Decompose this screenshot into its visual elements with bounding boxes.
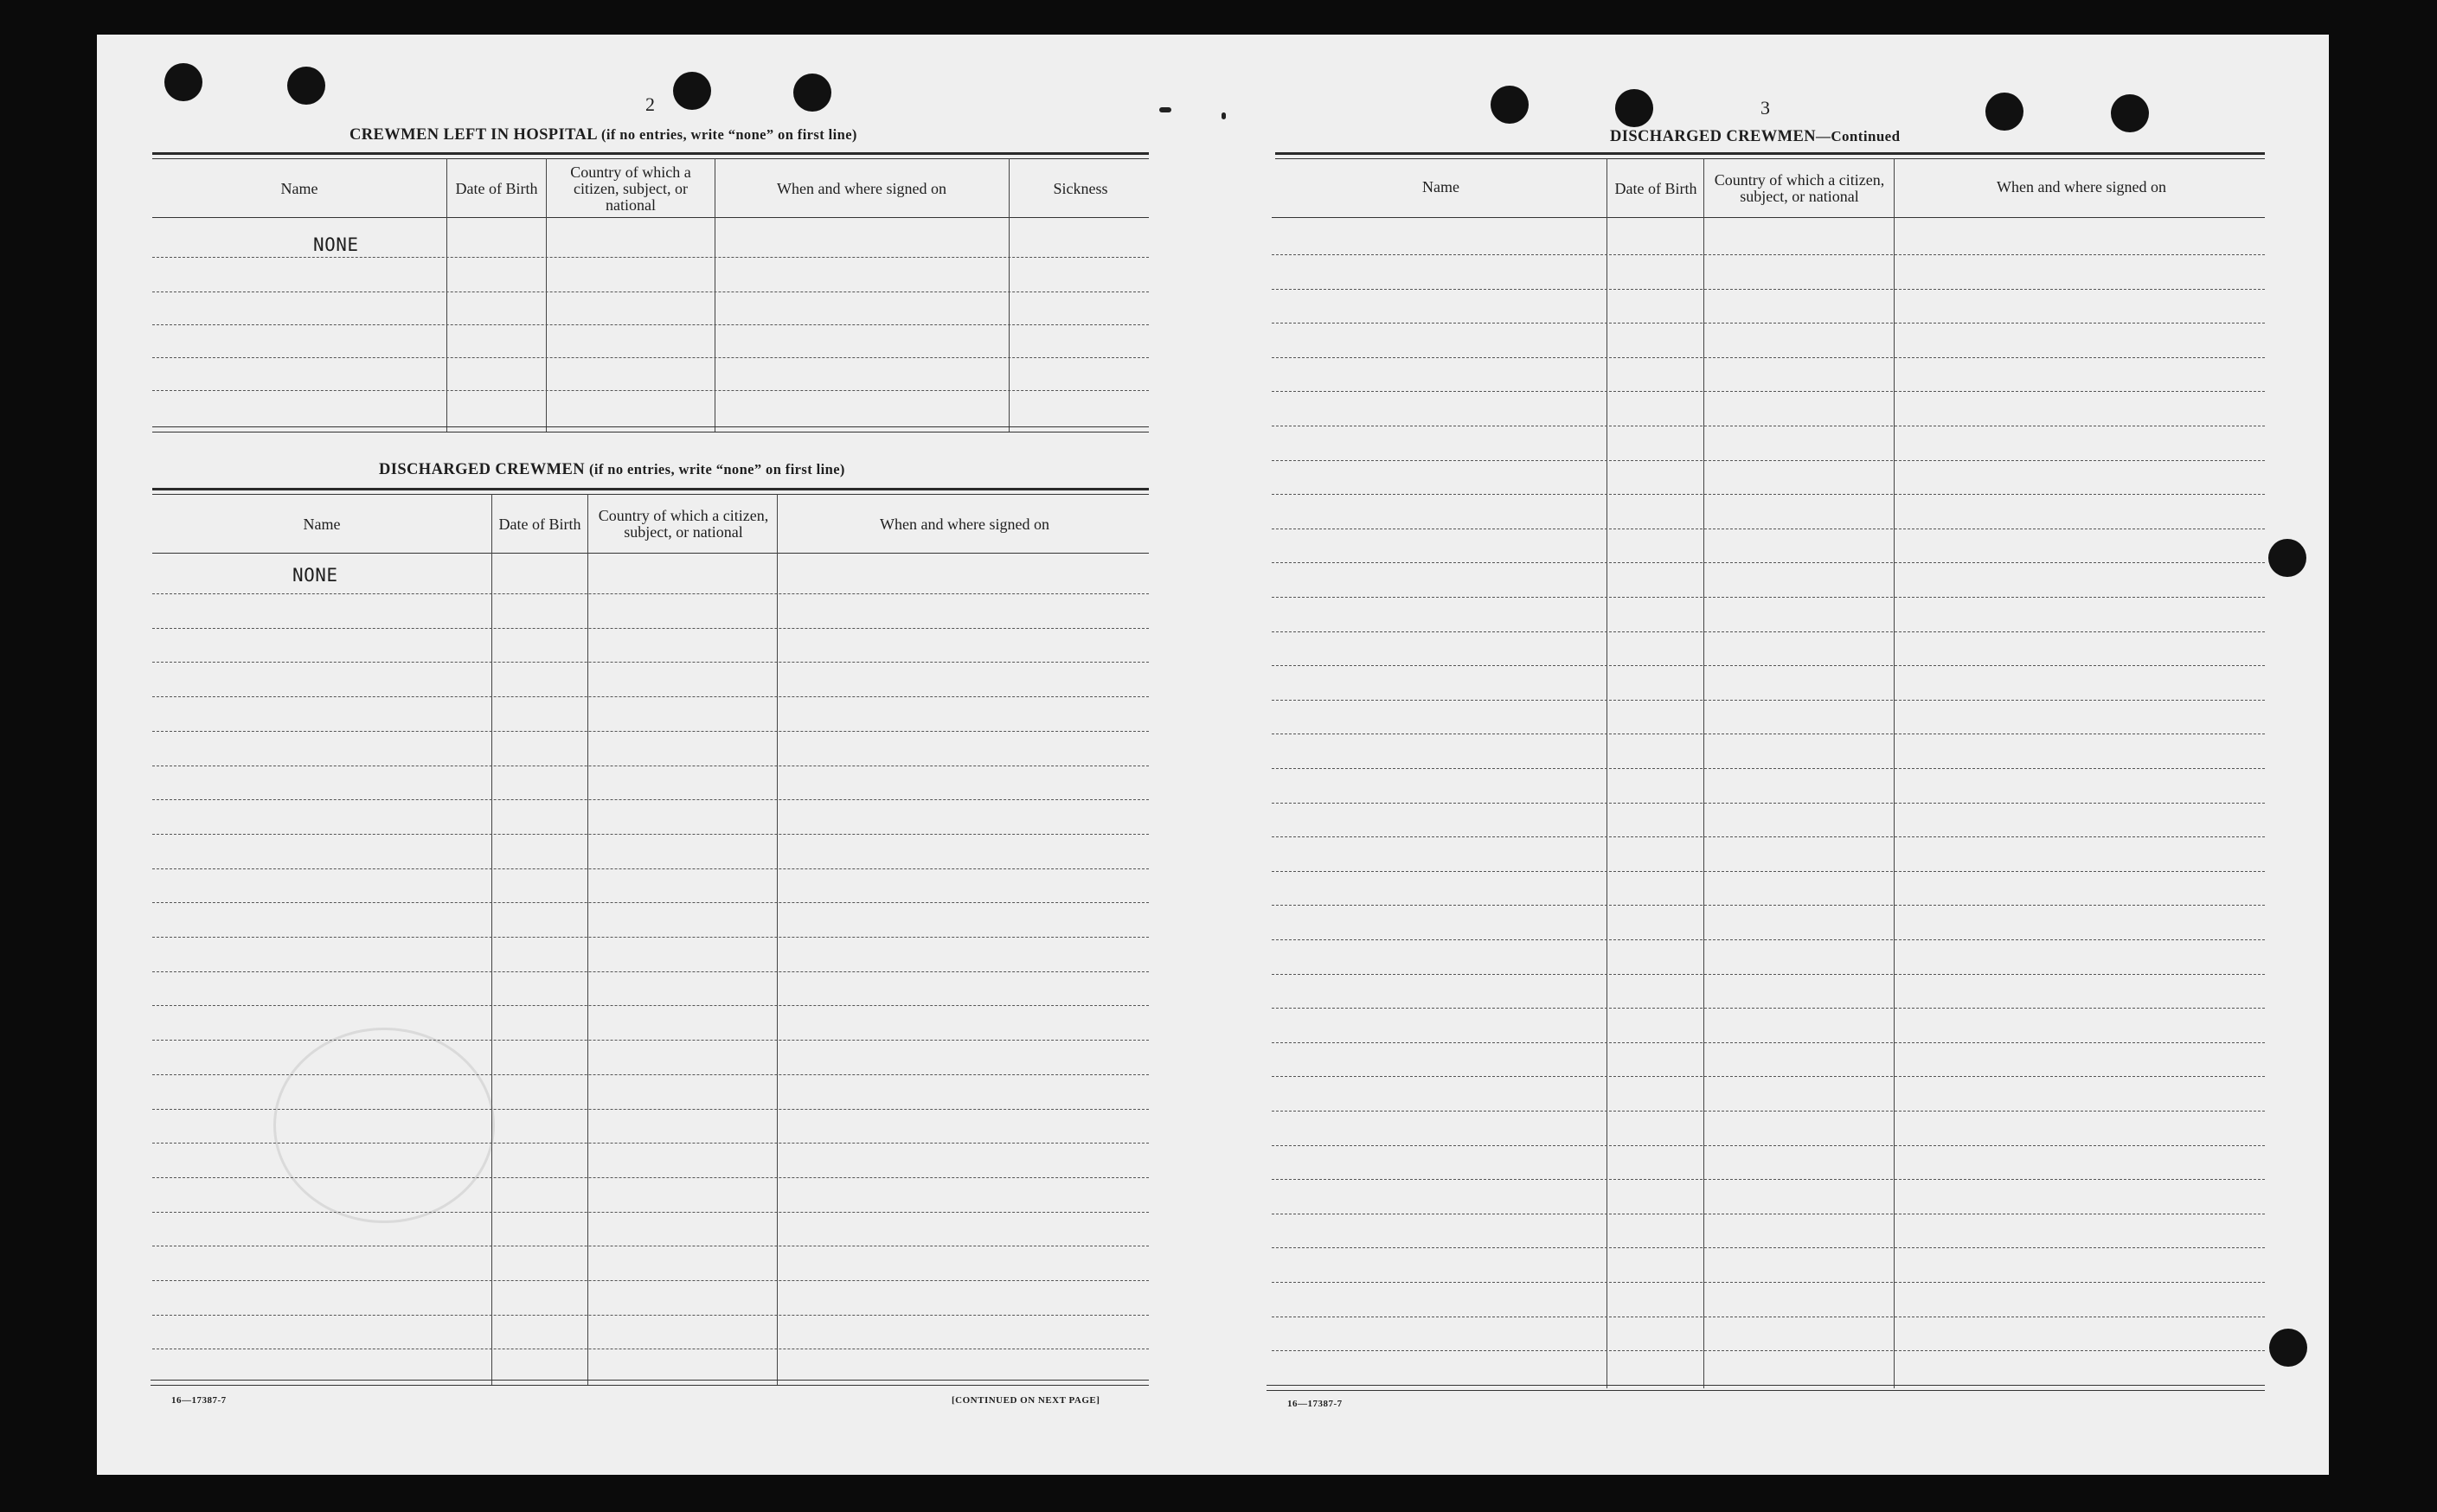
discharged-title-text: DISCHARGED CREWMEN [379, 461, 585, 478]
right-title-text: DISCHARGED CREWMEN [1610, 128, 1816, 145]
discharged-instruction-text: (if no entries, write “none” on first line) [588, 461, 845, 477]
right-row-line [1272, 1076, 2265, 1077]
right-row-line [1272, 1111, 2265, 1112]
right-row-line [1272, 289, 2265, 290]
discharged-row-line [152, 868, 1149, 869]
hospital-top-rule [152, 152, 1149, 155]
discharged-header-country: Country of which a citizen, subject, or national [598, 507, 769, 541]
form-sheet [97, 35, 2329, 1475]
discharged-row-line [152, 731, 1149, 732]
right-row-line [1272, 836, 2265, 837]
discharged-row-line [152, 1074, 1149, 1075]
hospital-bottom-rule [152, 426, 1149, 427]
discharged-header-signed-on: When and where signed on [880, 515, 1049, 533]
discharged-header-dob: Date of Birth [498, 515, 581, 533]
form-number-left: 16—17387-7 [171, 1395, 227, 1406]
right-header-dob: Date of Birth [1614, 179, 1697, 197]
hospital-title-text: CREWMEN LEFT IN HOSPITAL [350, 126, 597, 144]
hospital-header-dob: Date of Birth [455, 179, 538, 197]
right-row-line [1272, 1179, 2265, 1180]
page-number-left: 2 [645, 93, 655, 115]
discharged-row-line [152, 1005, 1149, 1006]
hospital-header-country: Country of which a citizen, subject, or national [570, 163, 691, 214]
hospital-instruction-text: (if no entries, write “none” on first line) [600, 126, 857, 143]
right-row-line [1272, 803, 2265, 804]
right-row-line [1272, 1008, 2265, 1009]
right-bottom-rule-2 [1267, 1390, 2265, 1391]
right-header-signed-on: When and where signed on [1997, 177, 2166, 195]
hospital-row-line [152, 357, 1149, 358]
hospital-header-sickness: Sickness [1053, 179, 1108, 197]
hospital-header-rule [152, 217, 1149, 218]
discharged-row-line [152, 1143, 1149, 1144]
hospital-row-line [152, 390, 1149, 391]
faded-stamp [273, 1028, 495, 1223]
hospital-first-entry: NONE [313, 234, 359, 255]
discharged-top-rule-2 [152, 494, 1149, 495]
right-header-name: Name [1422, 177, 1459, 195]
right-col-divider [1894, 158, 1895, 1388]
discharged-row-line [152, 937, 1149, 938]
right-row-line [1272, 974, 2265, 975]
right-header-country: Country of which a citizen, subject, or national [1714, 171, 1885, 205]
right-title-suffix: —Continued [1815, 128, 1901, 144]
hospital-row-line [152, 324, 1149, 325]
right-row-line [1272, 939, 2265, 940]
right-section-title [1610, 128, 1900, 146]
discharged-row-line [152, 1280, 1149, 1281]
discharged-row-line [152, 902, 1149, 903]
discharged-first-entry: NONE [292, 565, 338, 586]
discharged-row-line [152, 696, 1149, 697]
right-header-rule [1272, 217, 2265, 218]
right-col-divider [1703, 158, 1704, 1388]
punch-hole [2111, 94, 2149, 132]
punch-hole [1615, 89, 1653, 127]
right-row-line [1272, 768, 2265, 769]
speck [1222, 112, 1226, 119]
right-row-line [1272, 323, 2265, 324]
punch-hole [287, 67, 325, 105]
punch-hole [1491, 86, 1529, 124]
discharged-row-line [152, 1040, 1149, 1041]
form-number-right: 16—17387-7 [1287, 1399, 1343, 1409]
right-row-line [1272, 1282, 2265, 1283]
right-row-line [1272, 905, 2265, 906]
discharged-bottom-rule-2 [151, 1385, 1149, 1386]
discharged-row-line [152, 593, 1149, 594]
hospital-header-signed-on: When and where signed on [777, 179, 946, 197]
right-row-line [1272, 700, 2265, 701]
right-row-line [1272, 1350, 2265, 1351]
discharged-row-line [152, 1212, 1149, 1213]
punch-hole [793, 74, 831, 112]
punch-hole [164, 63, 202, 101]
right-bottom-rule [1267, 1385, 2265, 1386]
punch-hole [2268, 539, 2306, 577]
right-col-divider [1606, 158, 1607, 1388]
page-number-right: 3 [1760, 97, 1770, 119]
discharged-row-line [152, 662, 1149, 663]
right-row-line [1272, 562, 2265, 563]
right-row-line [1272, 460, 2265, 461]
right-row-line [1272, 597, 2265, 598]
discharged-row-line [152, 1109, 1149, 1110]
right-row-line [1272, 665, 2265, 666]
punch-hole [2269, 1329, 2307, 1367]
discharged-row-line [152, 1177, 1149, 1178]
right-row-line [1272, 871, 2265, 872]
hospital-header-name: Name [280, 179, 318, 197]
right-row-line [1272, 1145, 2265, 1146]
right-row-line [1272, 1247, 2265, 1248]
punch-hole [1985, 93, 2023, 131]
punch-hole [673, 72, 711, 110]
discharged-row-line [152, 1315, 1149, 1316]
hospital-section-title [350, 126, 857, 144]
right-row-line [1272, 1042, 2265, 1043]
hospital-row-line [152, 257, 1149, 258]
discharged-row-line [152, 799, 1149, 800]
right-row-line [1272, 494, 2265, 495]
right-row-line [1272, 254, 2265, 255]
speck [1159, 107, 1171, 112]
right-row-line [1272, 631, 2265, 632]
right-top-rule [1275, 152, 2265, 155]
discharged-section-title [379, 461, 845, 479]
right-row-line [1272, 357, 2265, 358]
right-row-line [1272, 391, 2265, 392]
discharged-row-line [152, 834, 1149, 835]
discharged-header-name: Name [303, 515, 341, 533]
continued-note: [CONTINUED ON NEXT PAGE] [952, 1395, 1100, 1406]
hospital-top-rule-2 [152, 158, 1149, 159]
discharged-bottom-rule [151, 1380, 1149, 1381]
discharged-row-line [152, 628, 1149, 629]
discharged-header-rule [152, 553, 1149, 554]
discharged-row-line [152, 971, 1149, 972]
discharged-top-rule [152, 488, 1149, 490]
